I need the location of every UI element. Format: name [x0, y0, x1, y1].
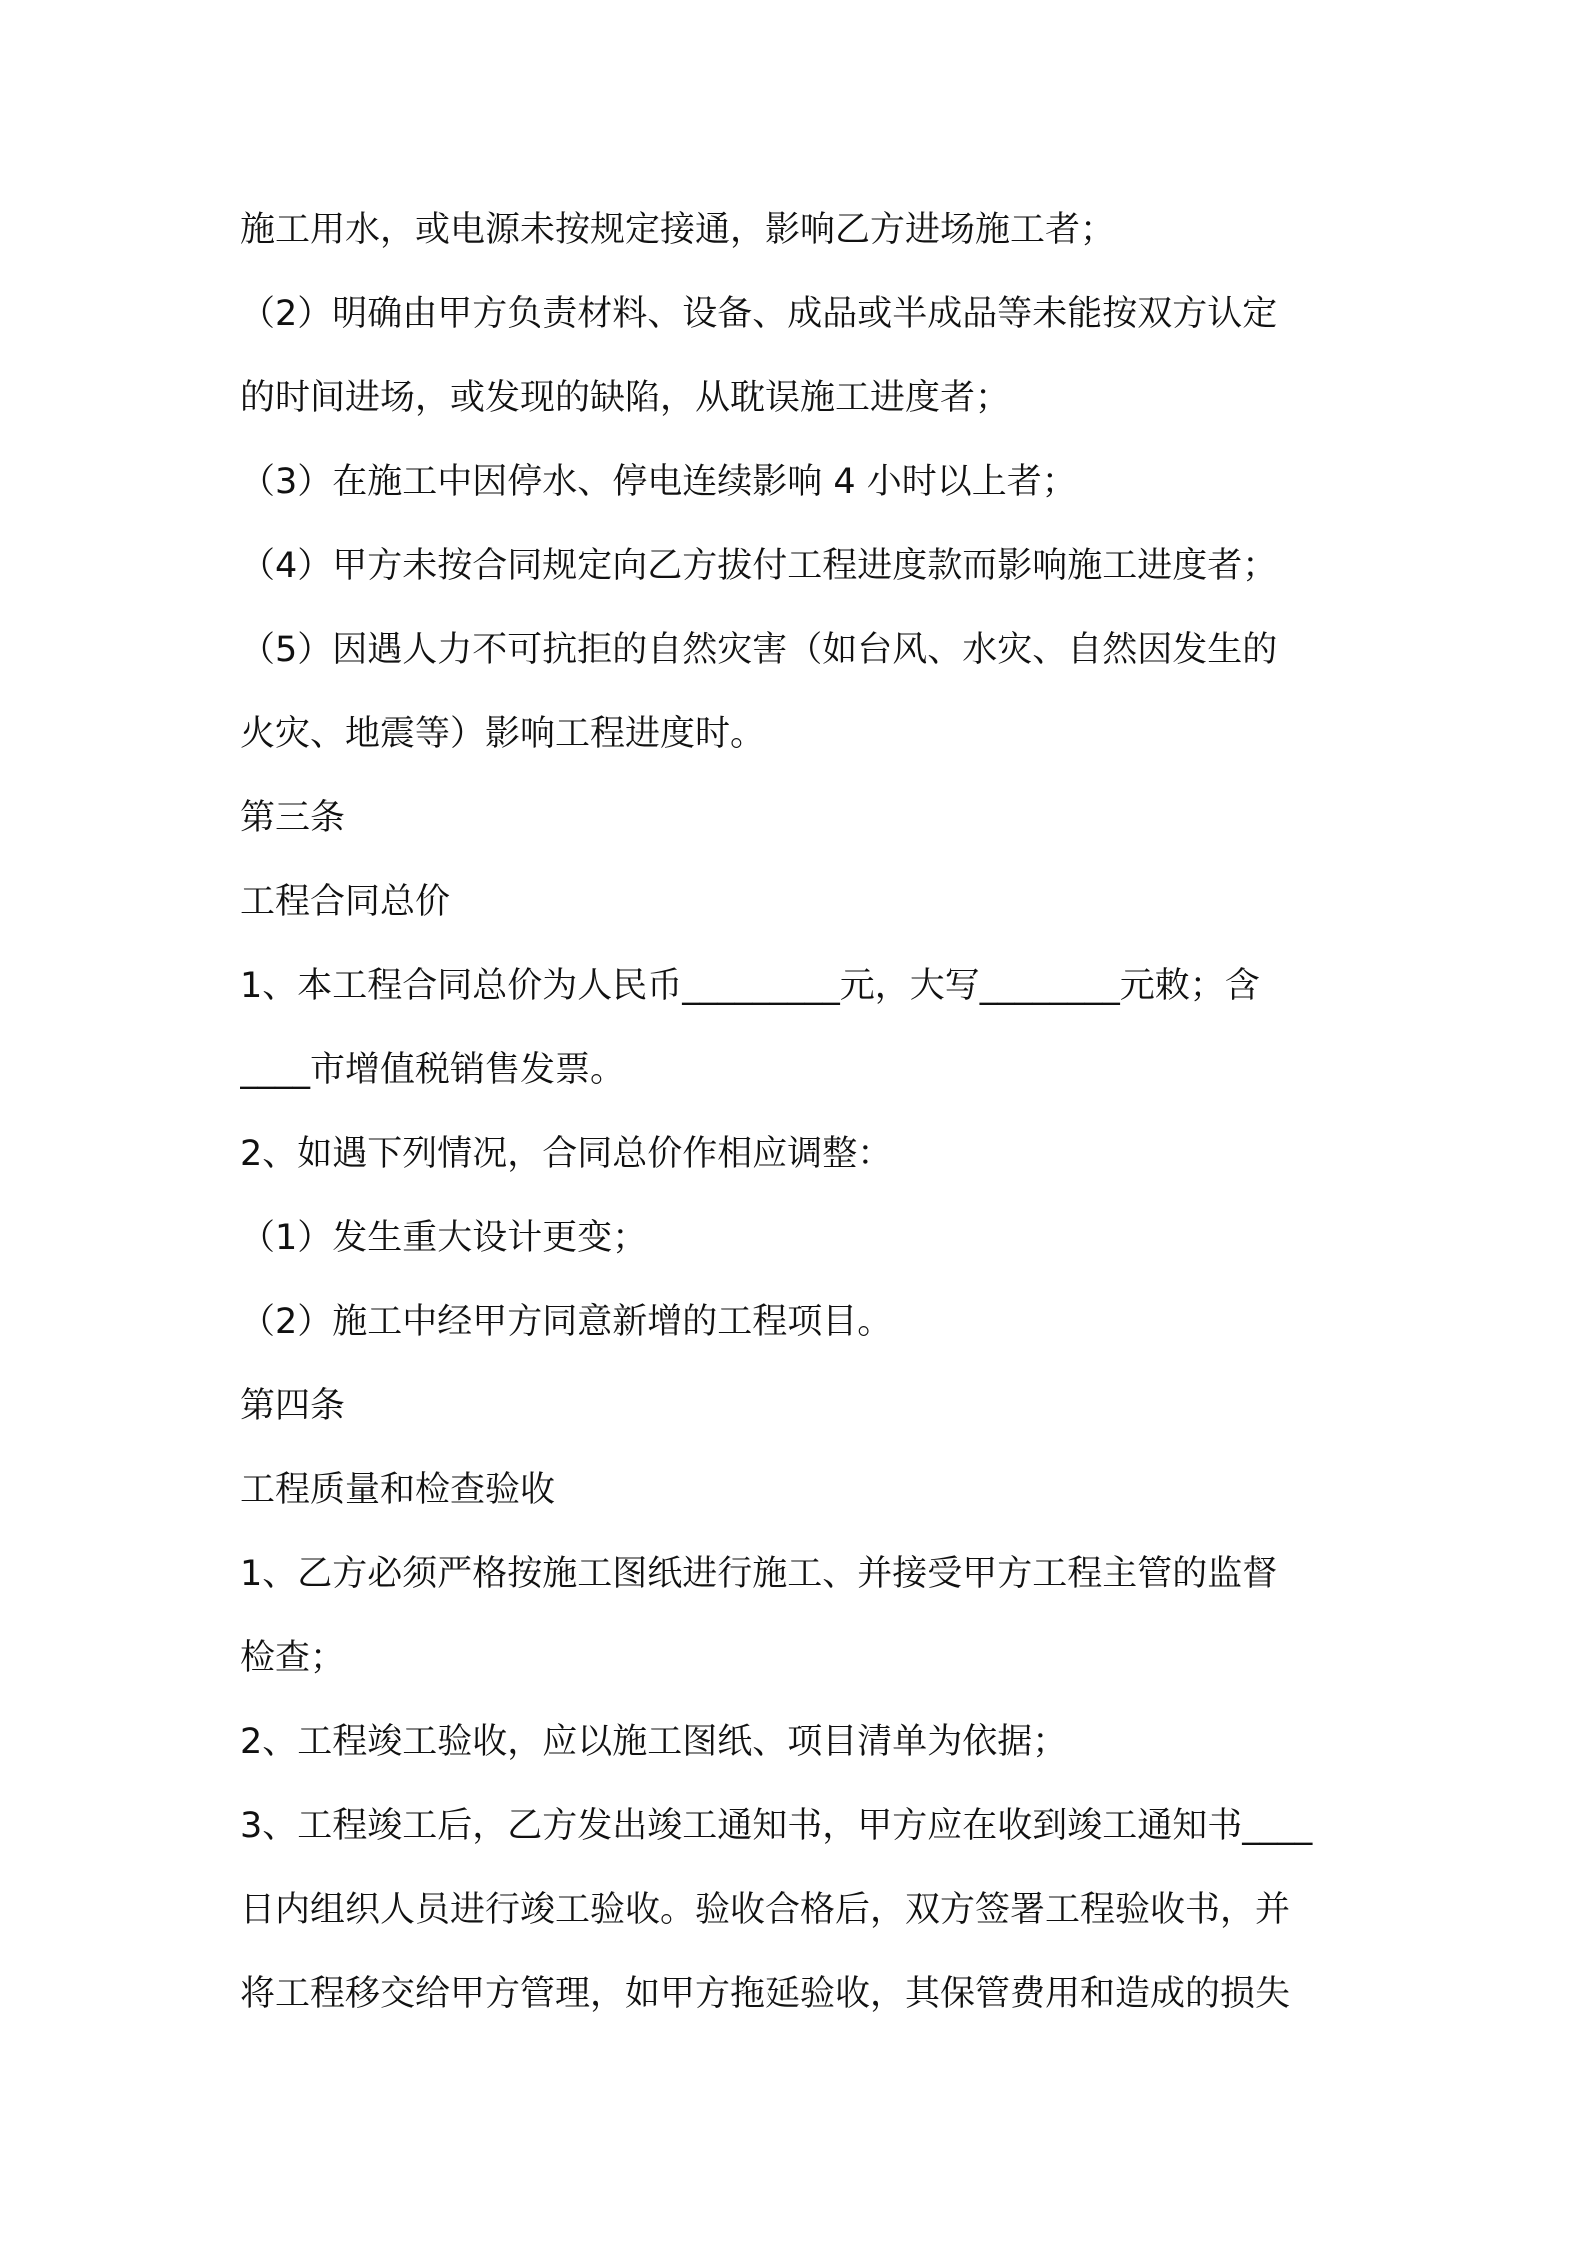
- section-title: 工程合同总价: [240, 882, 451, 922]
- text-line: 检查；: [240, 1638, 346, 1678]
- text-line: 2、如遇下列情况，合同总价作相应调整：: [240, 1134, 893, 1174]
- text-line: 1、乙方必须严格按施工图纸进行施工、并接受甲方工程主管的监督: [240, 1554, 1278, 1594]
- section-number: 第三条: [240, 798, 346, 838]
- text-line: 火灾、地震等）影响工程进度时。: [240, 714, 766, 754]
- text-line: （4）甲方未按合同规定向乙方拔付工程进度款而影响施工进度者；: [240, 546, 1278, 586]
- text-line: （5）因遇人力不可抗拒的自然灾害（如台风、水灾、自然因发生的: [240, 630, 1278, 670]
- text-line: 的时间进场，或发现的缺陷，从耽误施工进度者；: [240, 378, 1011, 418]
- text-line: （2）施工中经甲方同意新增的工程项目。: [240, 1302, 893, 1342]
- text-line: 将工程移交给甲方管理，如甲方拖延验收，其保管费用和造成的损失: [240, 1974, 1291, 2014]
- text-line: （3）在施工中因停水、停电连续影响 4 小时以上者；: [240, 462, 1077, 502]
- text-line: 施工用水，或电源未按规定接通，影响乙方进场施工者；: [240, 210, 1116, 250]
- text-line: ____市增值税销售发票。: [240, 1050, 626, 1090]
- text-line: （2）明确由甲方负责材料、设备、成品或半成品等未能按双方认定: [240, 294, 1278, 334]
- text-line: 2、工程竣工验收，应以施工图纸、项目清单为依据；: [240, 1722, 1068, 1762]
- section-number: 第四条: [240, 1386, 346, 1426]
- section-title: 工程质量和检查验收: [240, 1470, 556, 1510]
- text-line: （1）发生重大设计更变；: [240, 1218, 648, 1258]
- text-line: 1、本工程合同总价为人民币_________元，大写________元敕；含: [240, 966, 1260, 1006]
- text-line: 日内组织人员进行竣工验收。验收合格后，双方签署工程验收书，并: [240, 1890, 1291, 1930]
- text-line: 3、工程竣工后，乙方发出竣工通知书，甲方应在收到竣工通知书____: [240, 1806, 1313, 1846]
